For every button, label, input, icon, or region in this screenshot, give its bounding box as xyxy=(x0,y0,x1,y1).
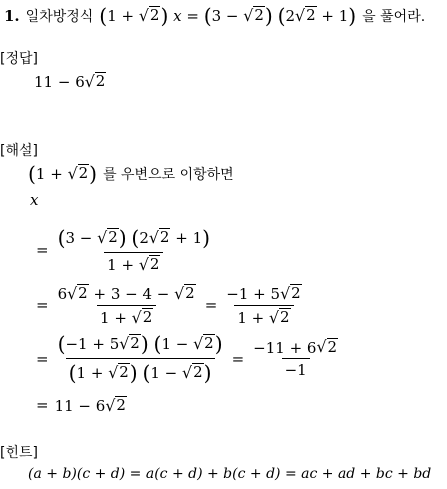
solution-step-1: = (3 − √ 2 ) (2 √ 2 + 1) 1 + √ 2 xyxy=(36,226,213,274)
problem-line xyxy=(4,4,425,28)
hint-label: [힌트] xyxy=(0,445,38,461)
hint-formula: (a + b)(c + d) = a(c + d) + b(c + d) = ac + ad + bc + bd xyxy=(28,466,432,482)
solution-label: [해설] xyxy=(0,143,38,159)
problem-suffix: 을 풀어라. xyxy=(362,9,426,25)
solution-move-expr: (1 + √ 2 ) xyxy=(28,162,98,186)
step2-fraction-a: 6 √ 2 + 3 − 4 − √ 2 1 + √ 2 xyxy=(57,283,195,327)
solution-move-text: 를 우변으로 이항하면 xyxy=(103,167,234,183)
answer-radicand: 2 xyxy=(95,72,106,90)
step3-fraction-b: −11 + 6 √ 2 −1 xyxy=(253,337,338,380)
solution-step-2: = 6 √ 2 + 3 − 4 − √ 2 1 + √ 2 = −1 + 5 √ 2 1 + √ 2 xyxy=(36,284,305,327)
solution-step-3: = (−1 + 5 √ 2 ) (1 − √ 2 ) (1 + √ 2 ) (1 − √ 2 ) = −11 + 6 √ 2 −1 xyxy=(36,332,341,385)
solution-step-4: = 11 − 6 √ 2 xyxy=(36,395,126,415)
answer-label: [정답] xyxy=(0,51,38,67)
problem-equation: (1 + √ 2 ) x = (3 − √ 2 ) (2 √ 2 + 1) xyxy=(99,4,357,28)
answer-value-text: 11 − 6 xyxy=(34,72,85,91)
step3-fraction-a: (−1 + 5 √ 2 ) (1 − √ 2 ) (1 + √ 2 ) (1 − √ 2 ) xyxy=(57,332,223,385)
step2-fraction-b: −1 + 5 √ 2 1 + √ 2 xyxy=(226,283,301,327)
step1-fraction: (3 − √ 2 ) (2 √ 2 + 1) 1 + √ 2 xyxy=(57,226,211,274)
solution-move-line xyxy=(28,162,234,186)
problem-prefix: 일차방정식 xyxy=(25,9,94,25)
answer-value: 11 − 6 √ 2 xyxy=(34,71,106,91)
problem-number: 1. xyxy=(4,7,20,25)
solution-var: x xyxy=(30,191,39,209)
